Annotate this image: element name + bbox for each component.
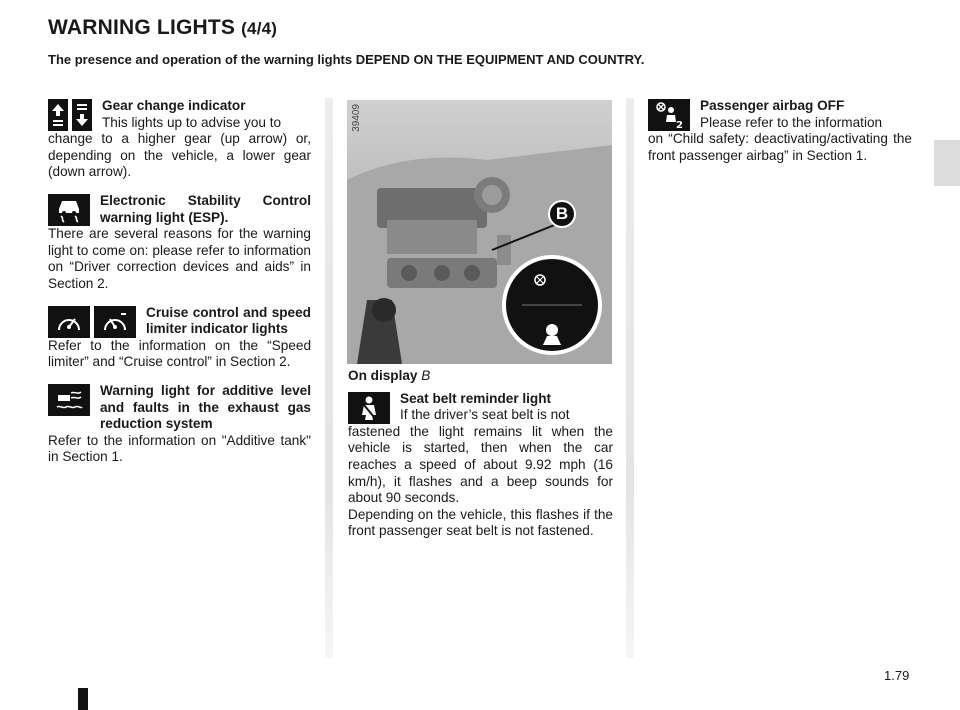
- additive-title: Warning light for additive level and faults in the exhaust gas reduction system: [100, 382, 311, 432]
- passenger-airbag-first-line: Please refer to the information: [700, 114, 883, 130]
- page-title: [48, 16, 277, 40]
- exhaust-additive-icon: [48, 384, 90, 416]
- cruise-control-text: Refer to the information on the “Speed limiter” and “Cruise control” in Section 2.: [48, 337, 311, 370]
- on-display-ref: B: [421, 368, 431, 383]
- on-display-label: [348, 368, 613, 385]
- passenger-airbag-off-icon: [648, 99, 690, 131]
- dashboard-photo: [347, 100, 612, 364]
- cruise-control-title: Cruise control and speed limiter indicator lights: [146, 304, 311, 337]
- seatbelt-title: Seat belt reminder light: [400, 390, 552, 406]
- column-left: [48, 98, 311, 478]
- gear-change-first-line: This lights up to advise you to: [102, 114, 282, 130]
- column-separator-1: [325, 98, 333, 658]
- esp-title: Electronic Stability Control warning light (ESP).: [100, 192, 311, 225]
- gear-change-text: change to a higher gear (up arrow) or, depending on the vehicle, a lower gear (down arrow).: [48, 131, 311, 180]
- gear-change-entry: [48, 98, 311, 181]
- passenger-airbag-text: on “Child safety: deactivating/activating the front passenger airbag” in Section 1.: [648, 131, 912, 163]
- page-title-suffix: (4/4): [241, 19, 278, 38]
- svg-text:2: 2: [676, 120, 683, 129]
- figure-code: 39409: [351, 104, 362, 132]
- seatbelt-first-line: If the driver’s seat belt is not: [400, 407, 570, 423]
- esp-entry: [48, 193, 311, 293]
- passenger-airbag-entry: [648, 98, 912, 164]
- callout-label-b: [548, 200, 576, 228]
- cruise-control-entry: [48, 305, 311, 371]
- seatbelt-text: fastened the light remains lit when the vehicle is started, then when the car reaches a speed of about 9.92 mph (16 km/h), it flashes and a beep sounds for about 90 seconds.: [348, 423, 613, 506]
- additive-entry: [48, 383, 311, 466]
- on-display-text: On display: [348, 368, 418, 383]
- gear-up-arrow-icon: [48, 99, 68, 131]
- passenger-airbag-title: Passenger airbag OFF: [700, 98, 845, 113]
- speed-limiter-icon: [48, 306, 90, 338]
- seatbelt-entry: [348, 391, 613, 540]
- esp-text: There are several reasons for the warning light to come on: please refer to information on “Driver correction devices and aids” in Section 2.: [48, 226, 311, 291]
- gear-change-title: Gear change indicator: [102, 98, 246, 113]
- page-number: 1.79: [884, 668, 910, 683]
- column-middle: [348, 368, 613, 552]
- page-subtitle: The presence and operation of the warning lights DEPEND ON THE EQUIPMENT AND COUNTRY.: [48, 52, 645, 67]
- gear-down-arrow-icon: [72, 99, 92, 131]
- column-separator-2: [626, 98, 634, 658]
- page-title-text: WARNING LIGHTS: [48, 16, 236, 39]
- additive-text: Refer to the information on "Additive tank" in Section 1.: [48, 432, 311, 465]
- callout-label-text: B: [555, 204, 569, 223]
- seatbelt-icon: [348, 392, 390, 424]
- cruise-control-icon: [94, 306, 136, 338]
- section-tab: [934, 140, 960, 186]
- seatbelt-text-2: Depending on the vehicle, this flashes if the front passenger seat belt is not fastened.: [348, 506, 613, 539]
- esp-skidding-car-icon: [48, 194, 90, 226]
- column-right: [648, 98, 912, 176]
- corner-bar: [78, 688, 88, 710]
